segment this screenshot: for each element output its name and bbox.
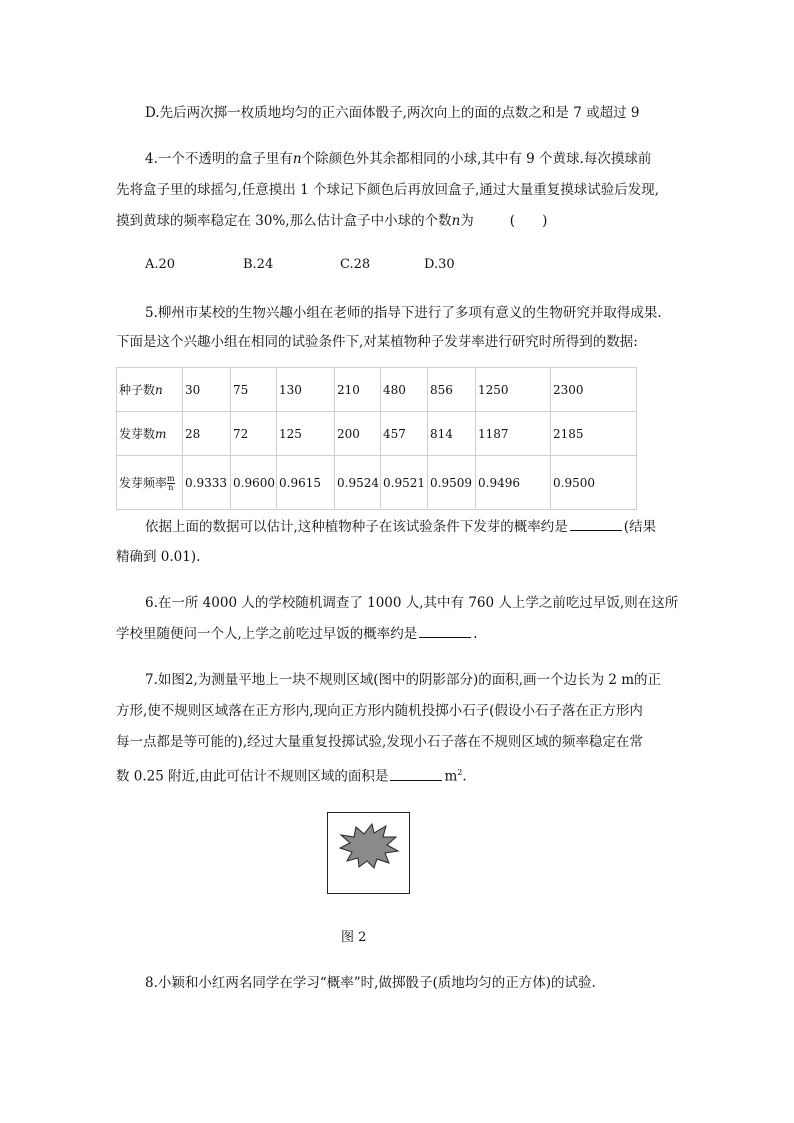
row-header-sprouts: 发芽数m [117,412,183,456]
q4-option-b: B.24 [243,257,274,272]
germination-table [116,367,637,510]
q8-line-1: 8.小颖和小红两名同学在学习“概率”时,做掷骰子(质地均匀的正方体)的试验. [145,975,596,991]
q4-line-2: 先将盒子里的球摇匀,任意摸出 1 个球记下颜色后再放回盒子,通过大量重复摸球试验后发现, [116,182,660,198]
table-cell: 0.9500 [551,456,637,510]
table-cell: 0.9496 [476,456,551,510]
table-row [117,412,637,456]
table-cell: 814 [428,412,476,456]
q4-line-3 [116,212,547,230]
table-cell: 0.9521 [381,456,428,510]
q4-answer-bracket: ( ) [509,213,548,229]
q6-text: 学校里随便问一个人,上学之前吃过早饭的概率约是 [116,626,418,642]
q4-option-a: A.20 [145,257,176,272]
q7-line-3: 每一点都是等可能的),经过大量重复投掷试验,发现小石子落在不规则区域的频率稳定在常 [116,734,643,750]
irregular-region-star [328,813,409,893]
table-cell: 130 [277,368,335,412]
q3-option-d: D.先后两次掷一枚质地均匀的正六面体骰子,两次向上的面的点数之和是 7 或超过 9 [145,105,640,121]
table-cell: 0.9509 [428,456,476,510]
q6-line-1: 6.在一所 4000 人的学校随机调查了 1000 人,其中有 760 人上学之前吃过早饭,则在这所 [145,595,679,611]
q4-option-d: D.30 [424,257,455,272]
q4-var-n2: n [451,213,461,229]
q5-after-line-2: 精确到 0.01). [116,549,201,565]
table-cell: 480 [381,368,428,412]
table-cell: 200 [335,412,381,456]
q7-unit: m [444,768,458,785]
q7-text: 数 0.25 附近,由此可估计不规则区域的面积是 [116,768,389,785]
table-cell: 2300 [551,368,637,412]
row-header-seeds: 种子数n [117,368,183,412]
table-cell: 1250 [476,368,551,412]
q7-line-2: 方形,使不规则区域落在正方形内,现向正方形内随机投掷小石子(假设小石子落在正方形内 [116,703,643,719]
table-cell: 210 [335,368,381,412]
table-cell: 72 [231,412,277,456]
answer-blank[interactable] [419,625,471,638]
q5-line-1: 5.柳州市某校的生物兴趣小组在老师的指导下进行了多项有意义的生物研究并取得成果. [145,305,662,321]
q7-line-4 [116,764,467,786]
table-cell: 0.9524 [335,456,381,510]
table-cell: 30 [183,368,231,412]
q4-text-b: 个除颜色外其余都相同的小球,其中有 9 个黄球.每次摸球前 [301,151,652,167]
figure-caption: 图 2 [341,930,367,945]
table-cell: 1187 [476,412,551,456]
q7-period: . [462,768,467,785]
q4-text-c: 摸到黄球的频率稳定在 30%,那么估计盒子中小球的个数 [116,213,452,229]
fraction-m-over-n: $\frac{m}{n}$ [167,473,175,492]
table-cell: 856 [428,368,476,412]
table-cell: 28 [183,412,231,456]
figure-2-square [327,812,410,894]
q6-line-2 [116,625,478,643]
table-row [117,368,637,412]
q5-line-2: 下面是这个兴趣小组在相同的试验条件下,对某植物种子发芽率进行研究时所得到的数据: [116,334,638,350]
row-header-frequency: 发芽频率 $\frac{m}{n}$ [117,456,183,510]
q7-line-1: 7.如图2,为测量平地上一块不规则区域(图中的阴影部分)的面积,画一个边长为 2 m的正 [145,672,662,688]
answer-blank[interactable] [570,518,622,531]
table-cell: 0.9615 [277,456,335,510]
q4-option-c: C.28 [340,257,371,272]
table-cell: 457 [381,412,428,456]
q6-period: . [473,626,478,642]
q4-text-a: 4.一个不透明的盒子里有 [145,151,293,167]
table-cell: 0.9333 [183,456,231,510]
table-cell: 0.9600 [231,456,277,510]
table-cell: 2185 [551,412,637,456]
q4-var-n: n [292,151,302,167]
table-cell: 125 [277,412,335,456]
table-row [117,456,637,510]
table-cell: 75 [231,368,277,412]
q5-after-text-b: (结果 [623,519,657,535]
q4-line-1 [145,150,651,168]
q5-after-text: 依据上面的数据可以估计,这种植物种子在该试验条件下发芽的概率约是 [145,519,568,535]
answer-blank[interactable] [390,768,442,781]
q5-after-line-1 [145,518,656,536]
q7-unit-sup: 2 [457,768,463,777]
q4-text-d: 为 [460,213,474,229]
